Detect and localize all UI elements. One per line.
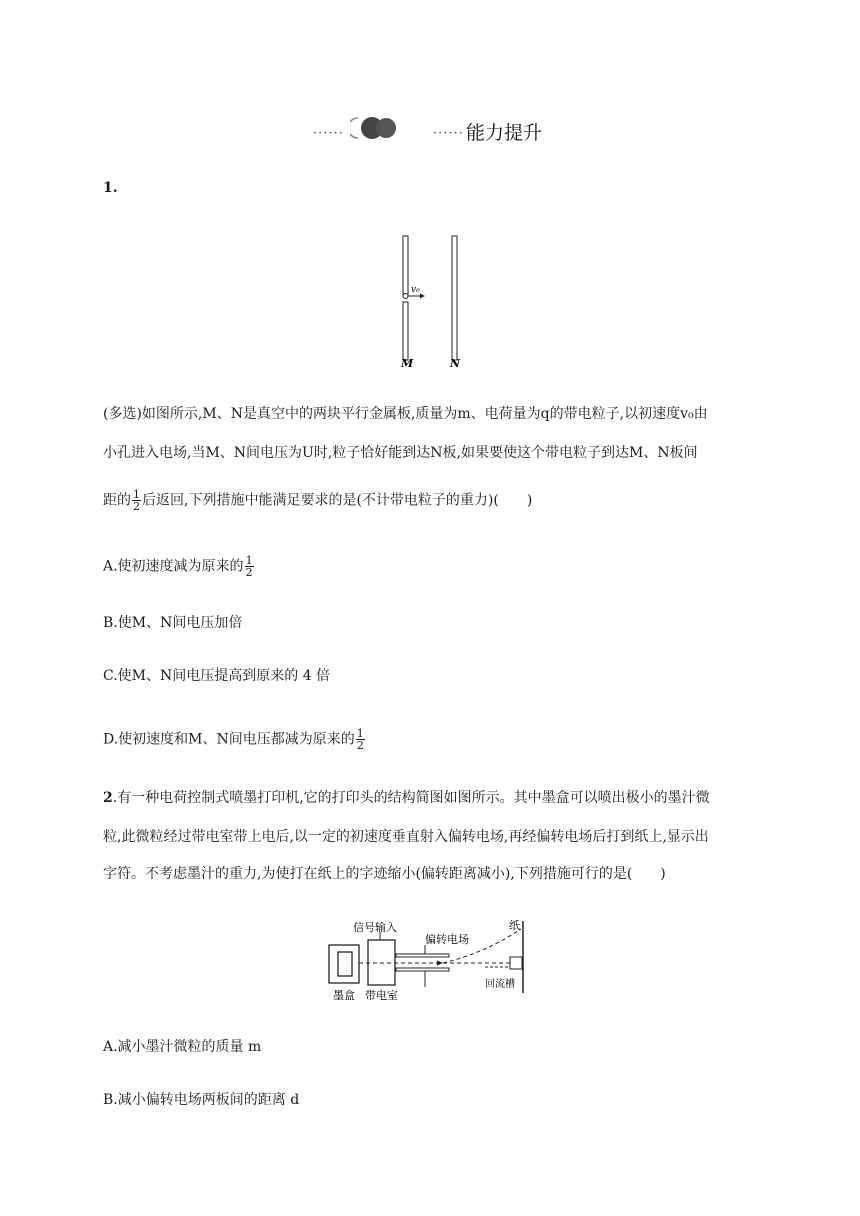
label-m: M bbox=[401, 357, 414, 370]
label-trough: 回流槽 bbox=[485, 979, 515, 990]
section-header bbox=[0, 112, 860, 148]
q1-option-a[interactable]: A.使初速度减为原来的 $\frac{1}{2}$ bbox=[103, 554, 253, 579]
section-title: 能力提升 bbox=[466, 122, 543, 144]
label-n: N bbox=[450, 357, 461, 370]
header-dots-left: ······ bbox=[313, 126, 344, 141]
label-signal: 信号输入 bbox=[353, 921, 397, 934]
q1-figure-parallel-plates bbox=[380, 228, 480, 373]
header-logo-icon bbox=[350, 112, 400, 142]
label-chamber: 带电室 bbox=[365, 989, 398, 1002]
q1-option-c[interactable]: C.使M、N间电压提高到原来的 4 倍 bbox=[103, 668, 331, 684]
label-box: 墨盒 bbox=[333, 989, 355, 1002]
q1-stem-line3: 距的 $\frac{1}{2}$ 后返回,下列措施中能满足要求的是(不计带电粒子的重力)( ) bbox=[103, 488, 533, 513]
q2-figure-inkjet-printer bbox=[325, 915, 530, 1007]
q2-stem-line1: 2.有一种电荷控制式喷墨打印机,它的打印头的结构简图如图所示。其中墨盒可以喷出极小的墨汁微 bbox=[103, 790, 710, 806]
label-paper: 纸 bbox=[509, 919, 520, 932]
q2-number: 2 bbox=[103, 790, 113, 806]
label-field: 偏转电场 bbox=[425, 933, 469, 946]
fraction-half: $\frac{1}{2}$ bbox=[356, 727, 364, 752]
q1-option-d[interactable]: D.使初速度和M、N间电压都减为原来的 $\frac{1}{2}$ bbox=[103, 727, 364, 752]
label-v0: v₀ bbox=[411, 285, 420, 295]
fraction-half: $\frac{1}{2}$ bbox=[133, 488, 140, 513]
q2-option-b[interactable]: B.减小偏转电场两板间的距离 d bbox=[103, 1092, 300, 1108]
q1-stem-line2: 小孔进入电场,当M、N间电压为U时,粒子恰好能到达N板,如果要使这个带电粒子到达M、N板间 bbox=[103, 445, 698, 461]
q1-stem-line1: (多选)如图所示,M、N是真空中的两块平行金属板,质量为m、电荷量为q的带电粒子,以初速度v₀由 bbox=[103, 406, 708, 422]
q2-option-a[interactable]: A.减小墨汁微粒的质量 m bbox=[103, 1039, 262, 1055]
q2-stem-line3: 字符。不考虑墨汁的重力,为使打在纸上的字迹缩小(偏转距离减小),下列措施可行的是( ) bbox=[103, 866, 666, 882]
q1-option-b[interactable]: B.使M、N间电压加倍 bbox=[103, 615, 243, 631]
header-dots-right: ······ bbox=[433, 126, 464, 141]
q2-stem-line2: 粒,此微粒经过带电室带上电后,以一定的初速度垂直射入偏转电场,再经偏转电场后打到纸上,显示出 bbox=[103, 829, 709, 845]
q1-number: 1. bbox=[103, 180, 118, 196]
fraction-half: $\frac{1}{2}$ bbox=[245, 554, 253, 579]
